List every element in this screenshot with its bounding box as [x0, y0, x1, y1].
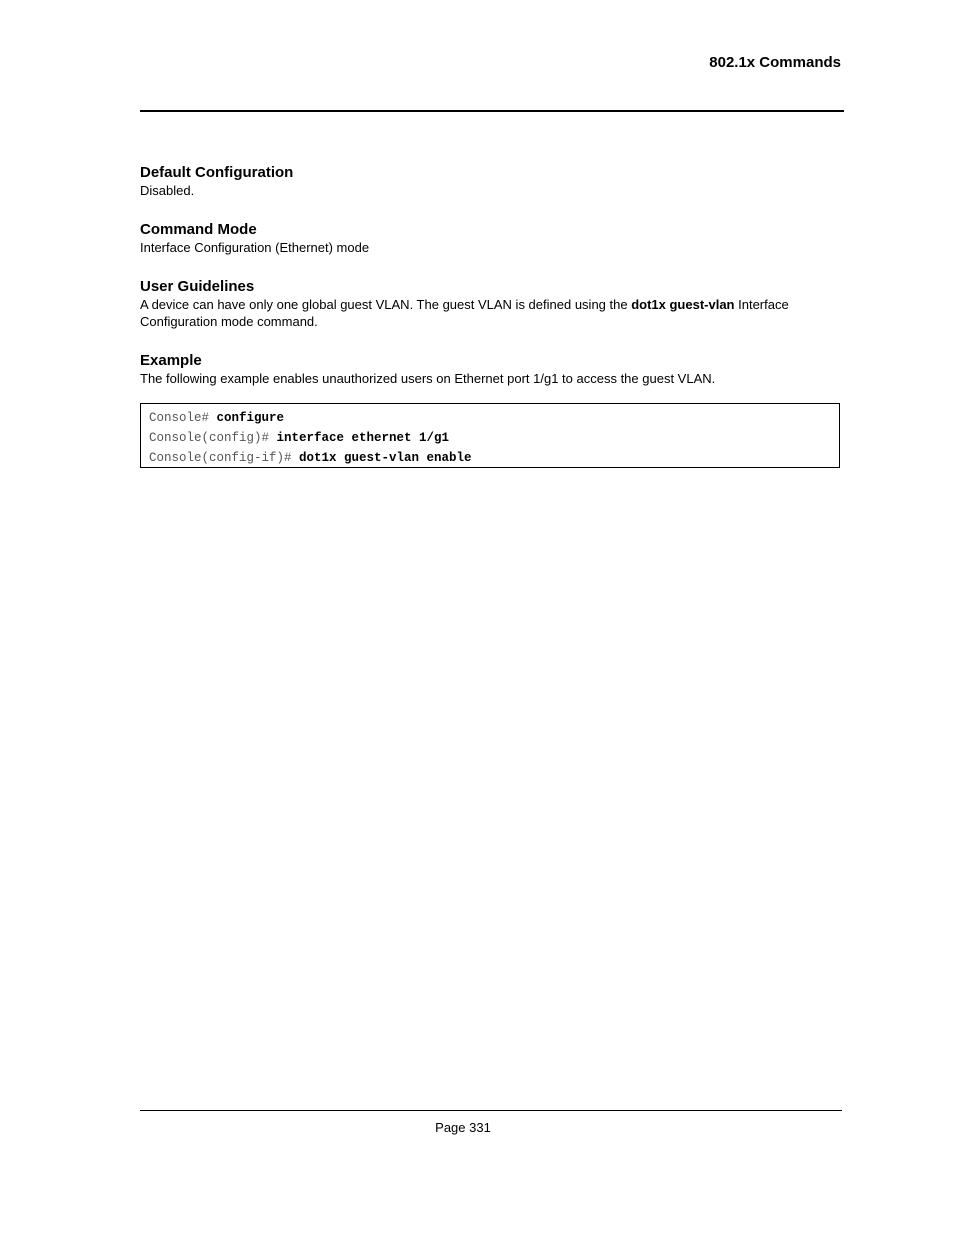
header-divider [140, 110, 844, 112]
section-heading: Command Mode [140, 221, 257, 238]
code-line [149, 408, 831, 428]
section-body [140, 296, 842, 330]
section-user-guidelines [140, 277, 842, 330]
command-name: dot1x guest-vlan [631, 297, 735, 312]
console-command: dot1x guest-vlan enable [299, 451, 472, 465]
section-body: Interface Configuration (Ethernet) mode [140, 240, 370, 255]
code-line [149, 448, 831, 468]
section-body: The following example enables unauthorized users on Ethernet port 1/g1 to access the guest VLAN. [140, 371, 716, 386]
running-header-title: 802.1x Commands [709, 54, 841, 71]
section-body: Disabled. [140, 183, 195, 198]
code-line [149, 428, 831, 448]
console-prompt: Console(config-if)# [149, 451, 300, 465]
section-heading: Example [140, 352, 202, 369]
console-prompt: Console(config)# [149, 431, 277, 445]
page-number: Page 331 [435, 1120, 491, 1135]
page-footer [0, 1120, 954, 1135]
section-default-configuration [140, 163, 842, 199]
footer-divider [140, 1110, 842, 1111]
section-heading: Default Configuration [140, 164, 294, 181]
section-example [140, 351, 842, 468]
console-prompt: Console# [149, 411, 217, 425]
body-text: A device can have only one global guest VLAN. The guest VLAN is defined using the [140, 297, 632, 312]
body-text: Interface Configuration mode command. [140, 297, 789, 329]
code-example-box [140, 403, 840, 468]
console-command: configure [216, 411, 285, 425]
section-heading: User Guidelines [140, 278, 255, 295]
section-command-mode [140, 220, 842, 256]
console-command: interface ethernet 1/g1 [276, 431, 450, 445]
page-content [140, 163, 842, 468]
